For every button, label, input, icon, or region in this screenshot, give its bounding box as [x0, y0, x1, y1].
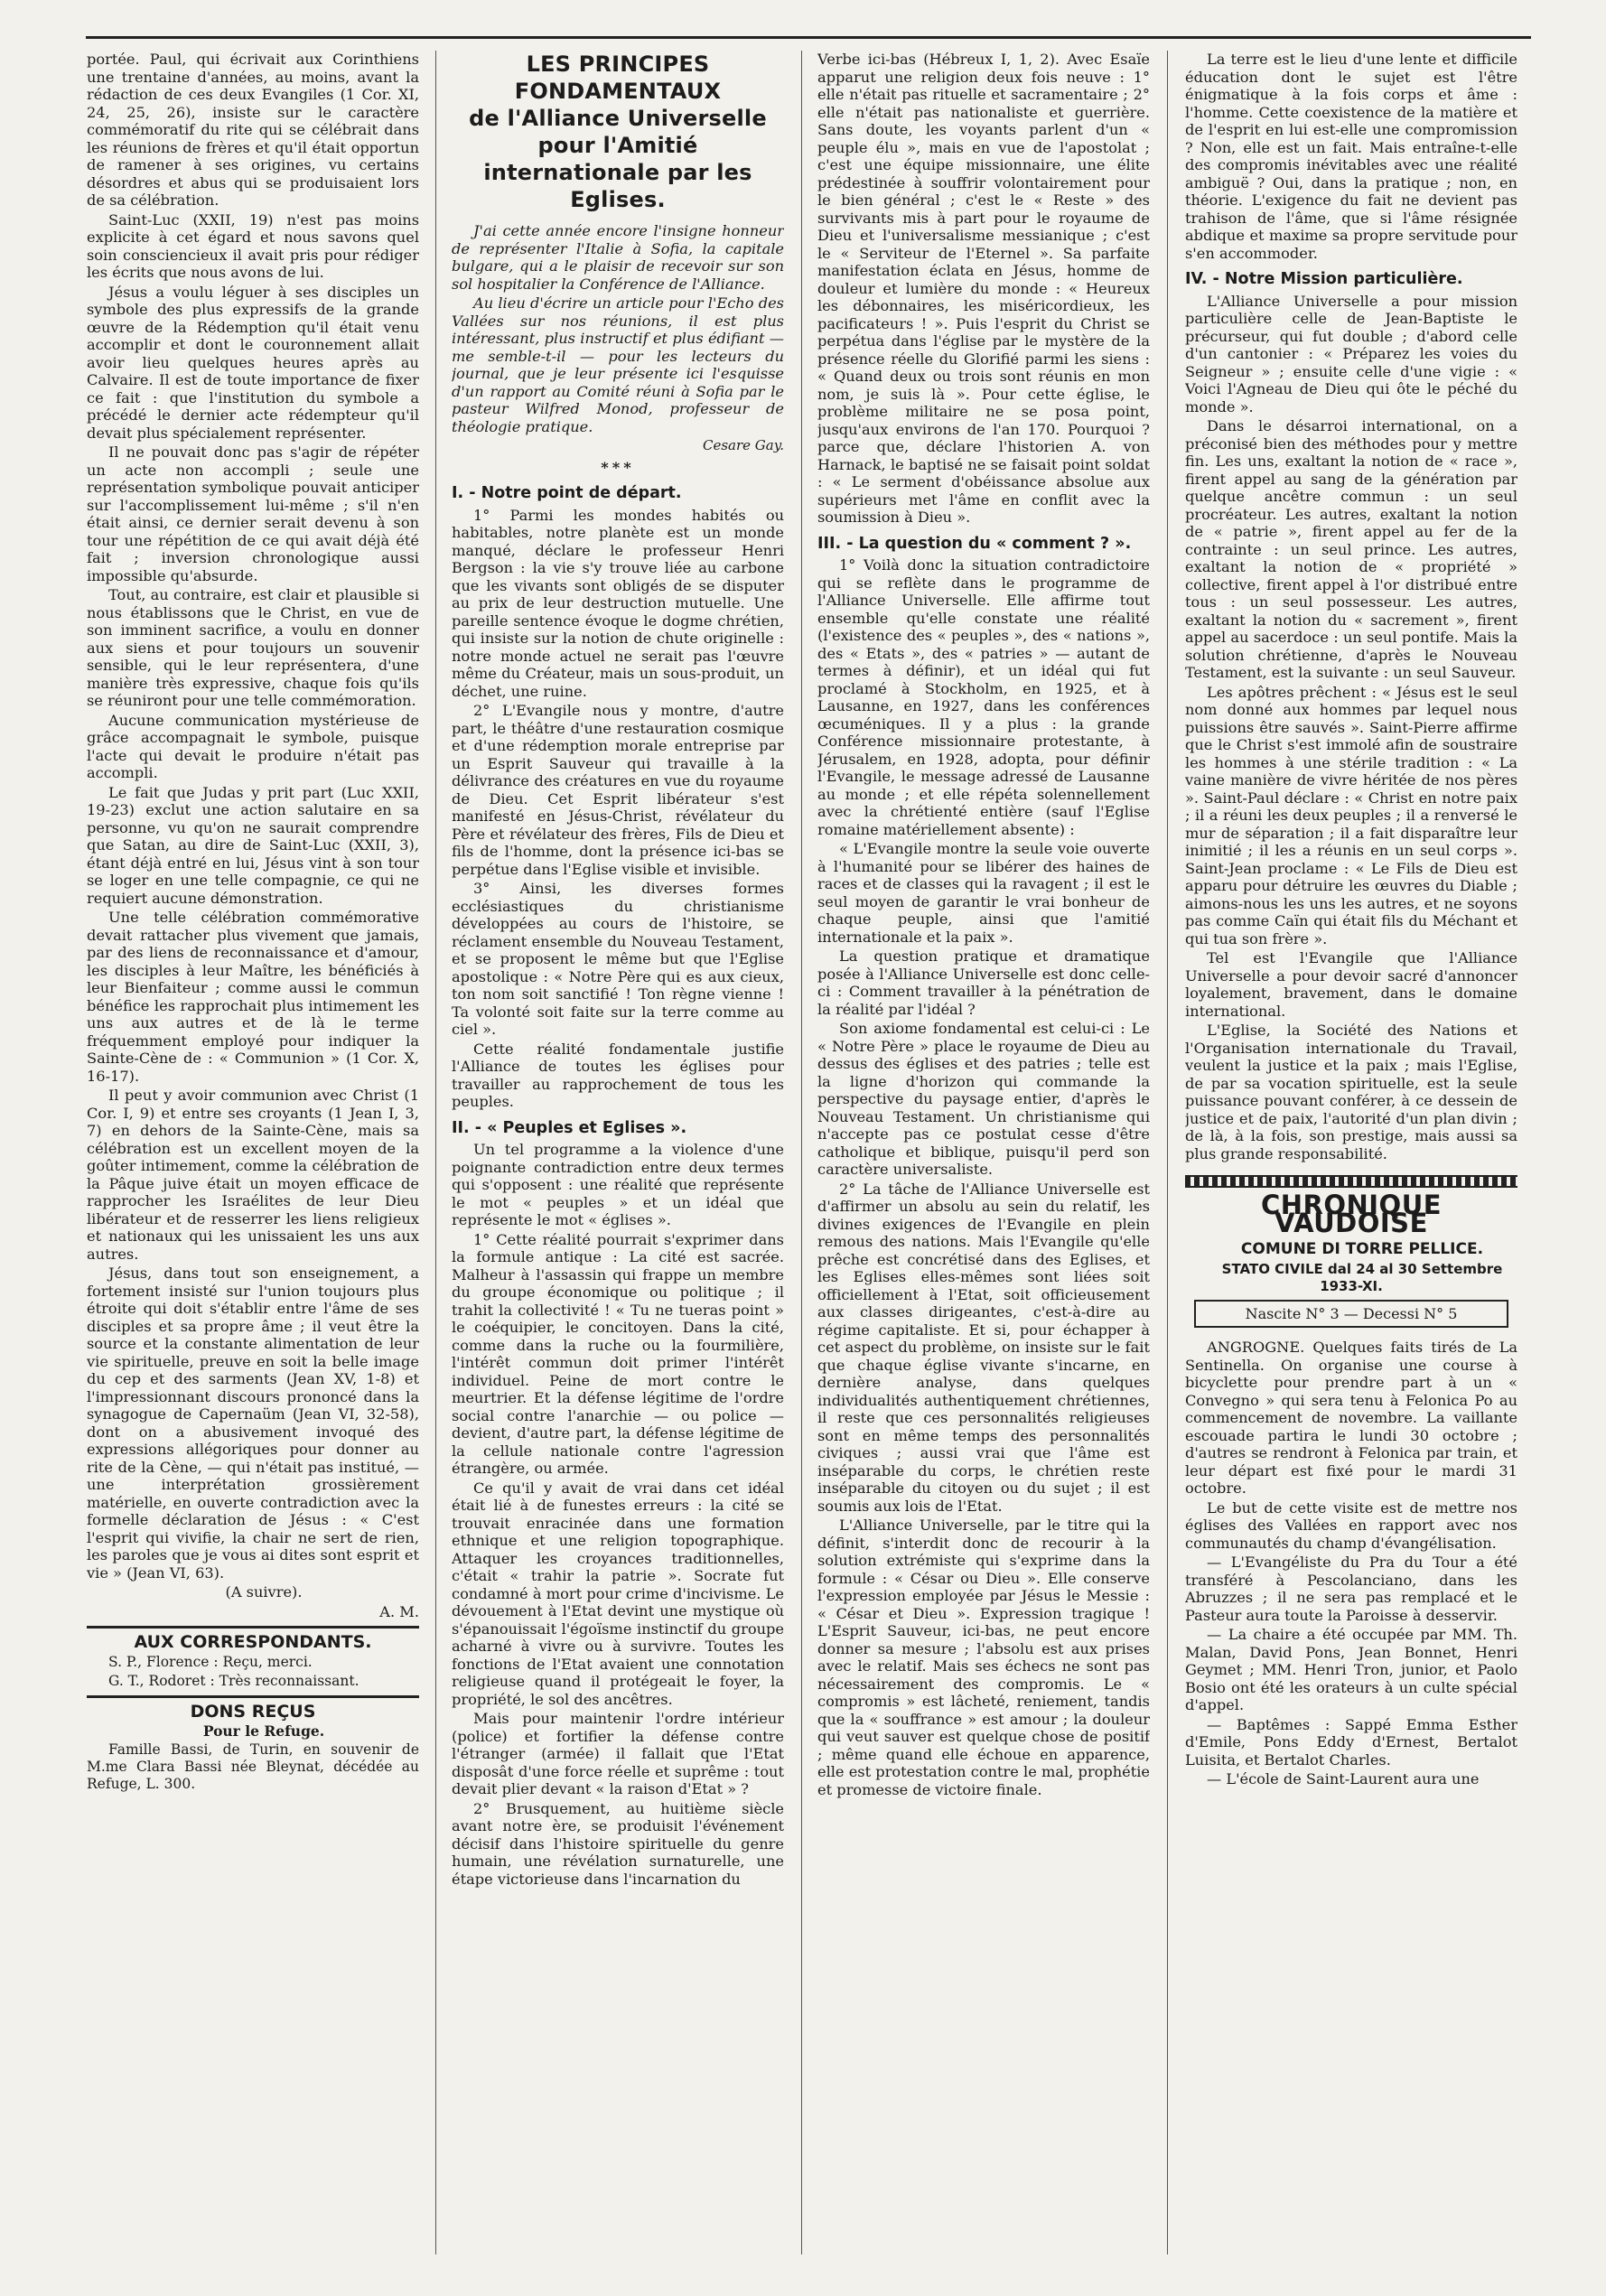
sec4-paragraph: L'Alliance Universelle a pour mission particulière celle de Jean-Baptiste le précurseur, qui fut double ; d'abord celle d'un cantonier : « Préparez les voies du Seigneur » ; ensuite celle d'une vigie : « Voici l'Agneau de Dieu qui ôte le péché du monde ». [1185, 292, 1517, 415]
sec2-paragraph: Mais pour maintenir l'ordre intérieur (police) et fortifier la défense contre l'étranger (armée) il fallait que l'Etat disposât d'une force réelle et suprême : tout devait plier devant « la raison d'Etat » ? [452, 1710, 784, 1797]
sec1-paragraph: Cette réalité fondamentale justifie l'Alliance de toutes les églises pour travailler au rapprochement de tous les peuples. [452, 1040, 784, 1110]
col1-paragraph: Jésus a voulu léguer à ses disciples un symbole des plus expressifs de la grande œuvre de la Rédemption qu'il était venu accomplir et dont le couronnement allait avoir lieu quelques heures après au Calvaire. Il est de toute importance de fixer ce fait : que l'institution du symbole a précédé le dernier acte rédempteur qu'il devait plus spécialement représenter. [87, 283, 419, 442]
angrogne-paragraph: — L'Evangéliste du Pra du Tour a été transféré à Pescolanciano, dans les Abruzzes ; il ne sera pas remplacé et le Pasteur aura toute la Paroisse à desservir. [1185, 1554, 1517, 1624]
sec3-paragraph: 2° La tâche de l'Alliance Universelle est d'affirmer un absolu au sein du relatif, les divines exigences de l'Evangile en plein remous des nations. Mais l'Evangile qu'elle prêche est concrétisé dans des Eglises, et les Eglises elles-mêmes sont liées soit officiellement à l'Etat, soit officieusement aux classes dirigeantes, c'est-à-dire au régime capitaliste. Et si, pour échapper à cet aspect du problème, on insiste sur le fait que chaque église vivante s'incarne, en dernière analyse, dans quelques individualités authentiquement chrétiennes, il reste que ces personnalités religieuses sont en même temps des personnalités civiques ; aussi vrai que l'âme est inséparable du corps, le chrétien reste inséparable du citoyen ou du sujet ; il est soumis aux lois de l'Etat. [817, 1180, 1150, 1515]
sec3-paragraph: La question pratique et dramatique posée à l'Alliance Universelle est donc celle-ci : Comment travailler à la pénétration de la réalité par l'idéal ? [817, 947, 1150, 1018]
sec2-paragraph: 2° Brusquement, au huitième siècle avant notre ère, se produisit l'événement décisif dans l'histoire spirituelle du genre humain, une révélation surnaturelle, une étape victorieuse dans l'incarnation du [452, 1799, 784, 1888]
chronique-title: CHRONIQUE VAUDOISE [1260, 1190, 1443, 1238]
intro-signature: Cesare Gay. [703, 437, 784, 453]
intro-paragraph: Au lieu d'écrire un article pour l'Echo des Vallées sur nos réunions, il est plus intéressant, plus instructif et plus édifiant — me semble-t-il — pour les lecteurs du journal, que je leur présente ici l'esquisse d'un rapport au Comité réuni à Sofia par le pasteur Wilfred Monod, professeur de théologie pratique. [452, 294, 784, 435]
a-suivre: (A suivre). [225, 1583, 303, 1601]
sec2-paragraph: 1° Cette réalité pourrait s'exprimer dans la formule antique : La cité est sacrée. Malheur à l'assassin qui frappe un membre du groupe économique ou politique ; il trahit la collectivité ! « Tu ne tueras point » le coéquipier, le concitoyen. Dans la cité, comme dans la ruche ou la fourmilière, l'intérêt commun doit primer l'intérêt individuel. Peine de mort contre le meurtrier. Et la défense légitime de l'ordre social contre l'anarchie — ou police — devient, d'autre part, la défense légitime de la cellule nationale contre l'agression étrangère, ou armée. [452, 1230, 784, 1477]
births-deaths-box: Nascite N° 3 — Decessi N° 5 [1194, 1300, 1508, 1329]
author-signature: A. M. [379, 1602, 419, 1620]
column-divider [801, 51, 802, 2254]
col1-paragraph: Le fait que Judas y prit part (Luc XXII, 19-23) exclut une action salutaire en sa personne, vu qu'on ne saurait comprendre que Satan, au dire de Saint-Luc (XXII, 3), étant déjà entré en lui, Jésus vint à son tour se loger en une telle compagnie, ce qui ne requiert aucune démonstration. [87, 783, 419, 907]
headline-line: pour l'Amitié internationale par les Eglises. [483, 133, 752, 212]
commune-heading: COMUNE DI TORRE PELLICE. [1240, 1240, 1484, 1258]
section-1-title: I. - Notre point de départ. [452, 484, 682, 502]
ornamental-border [1185, 1175, 1517, 1188]
section-2-title: II. - « Peuples et Eglises ». [452, 1118, 687, 1137]
column-divider [1167, 51, 1168, 2254]
sec4-paragraph: L'Eglise, la Société des Nations et l'Organisation internationale du Travail, veulent la justice et la paix ; mais l'Eglise, de par sa vocation spirituelle, est la seule puissance pouvant conférer, à ce dessein de justice et de paix, l'autorité d'un plan divin ; de là, à la fois, son prestige, mais aussi sa plus grande responsabilité. [1185, 1022, 1517, 1162]
intro-paragraph: J'ai cette année encore l'insigne honneur de représenter l'Italie à Sofia, la capitale bulgare, qui a le plaisir de recevoir sur son sol hospitalier la Conférence de l'Alliance. [452, 222, 784, 293]
dons-title: DONS REÇUS [87, 1695, 419, 1722]
sec3-paragraph: L'Alliance Universelle, par le titre qui la définit, s'interdit donc de recourir à la solution extrémiste qui s'exprime dans la formule : « César ou Dieu ». Elle conserve l'expression employée par Jésus le Messie : « César et Dieu ». Expression tragique ! L'Esprit Sauveur, ici-bas, ne peut encore donner sa mesure ; l'absolu est aux prises avec le relatif. Mais ses échecs ne sont pas nécessairement des compromis. Le « compromis » est lâcheté, reniement, tandis que la « souffrance » est amour ; la douleur qui veut sauver est quelque chose de positif ; même quand elle échoue en apparence, elle est protestation contre le mal, prophétie et promesse de victoire finale. [817, 1517, 1150, 1798]
sec1-paragraph: 1° Parmi les mondes habités ou habitables, notre planète est un monde manqué, déclare le professeur Henri Bergson : la vie s'y trouve liée au carbone que les vivants sont obligés de se disputer au prix de leur destruction mutuelle. Une pareille sentence évoque le dogme chrétien, qui insiste sur la notion de chute originelle : notre monde actuel ne serait pas l'œuvre même du Créateur, mais un sous-produit, un déchet, une ruine. [452, 506, 784, 700]
sec1-paragraph: 2° L'Evangile nous y montre, d'autre part, le théâtre d'une restauration cosmique et d'une rédemption morale entreprise par un Esprit Sauveur qui travaille à la délivrance des créatures en vue du royaume de Dieu. Cet Esprit libérateur s'est manifesté en Jésus-Christ, révélateur du Père et révélateur des frères, Fils de Dieu et fils de l'homme, dont la présence ici-bas se perpétue dans l'Eglise visible et invisible. [452, 702, 784, 878]
sec4-paragraph: Les apôtres prêchent : « Jésus est le seul nom donné aux hommes par lequel nous puissions être sauvés ». Saint-Pierre affirme que le Christ s'est immolé afin de soustraire les hommes à une stérile tradition : « La vaine manière de vivre héritée de nos pères ». Saint-Paul déclare : « Christ en notre paix ; il a réuni les deux peuples ; il a renversé le mur de séparation ; il a fait disparaître leur inimitié ; il les a réunis en un seul corps ». Saint-Jean proclame : « Le Fils de Dieu est apparu pour détruire les œuvres du Diable ; aimons-nous les uns les autres, et ne soyons pas comme Caïn qui était fils du Méchant et qui tua son frère ». [1185, 683, 1517, 947]
headline-line: LES PRINCIPES FONDAMENTAUX [514, 51, 722, 104]
col1-paragraph: Il ne pouvait donc pas s'agir de répéter un acte non accompli ; seule une représentation symbolique pouvait anticiper sur l'accomplissement lui-même ; s'il n'en était ainsi, ce dernier serait devenu à son tour une répétition de ce qui avait déjà été fait ; inversion chronologique aussi impossible qu'absurde. [87, 443, 419, 584]
correspondants-title: AUX CORRESPONDANTS. [87, 1626, 419, 1652]
sec4-paragraph: Dans le désarroi international, on a préconisé bien des méthodes pour y mettre fin. Les uns, exaltant la notion de « race », firent appel au sang de la génération par quelque ancêtre commun : un seul procréateur. Les autres, exaltant la notion de « patrie », firent appel au fer de la contrainte : un seul prince. Les autres, exaltant la notion de « propriété » collective, firent appel à l'or distribué entre tous : un seul possesseur. Les autres, exaltant la notion du « sacrement », firent appel au sacerdoce : un seul pontife. Mais la solution chrétienne, d'après le Nouveau Testament, est la suivante : un seul Sauveur. [1185, 417, 1517, 681]
top-rule [86, 36, 1531, 39]
sec3-paragraph: « L'Evangile montre la seule voie ouverte à l'humanité pour se libérer des haines de races et de classes qui la ravagent ; il est le seul moyen de garantir le vrai bonheur de chaque peuple, ainsi que l'amitié internationale et la paix ». [817, 840, 1150, 946]
sec3-paragraph: 1° Voilà donc la situation contradictoire qui se reflète dans le programme de l'Alliance Universelle. Elle affirme tout ensemble qu'elle constate une réalité (l'existence des « peuples », des « nations », des « Etats », des « patries » — autant de termes à définir), et un idéal qui fut proclamé à Stockholm, en 1925, et à Lausanne, en 1927, dans les conférences œcuméniques. Il y a plus : la grande Conférence missionnaire protestante, à Jérusalem, en 1928, adopta, pour définir l'Evangile, le message adressé de Lausanne au monde ; et elle répéta solennellement avec la chrétienté entière (sauf l'Eglise romaine matériellement absente) : [817, 556, 1150, 838]
correspondant-line: G. T., Rodoret : Très reconnaissant. [108, 1672, 359, 1689]
col1-paragraph: Aucune communication mystérieuse de grâce accompagnait le symbole, puisque l'acte qui devait le produire n'était pas accompli. [87, 711, 419, 781]
section-stars: *** [601, 458, 635, 476]
col4-paragraph: La terre est le lieu d'une lente et difficile éducation dont le sujet est l'être énigmatique à la fois corps et âme : l'homme. Cette coexistence de la matière et de l'esprit en lui est-elle une compromission ? Non, elle est un fait. Mais entraîne-t-elle des compromis inévitables avec une réalité ambiguë ? Oui, dans la pratique ; non, en théorie. L'exigence du fait ne devient pas trahison de l'âme, que si l'âme résignée abdique et maxime sa propre servitude pour s'en accommoder. [1185, 51, 1517, 262]
column-1 [87, 51, 419, 2263]
angrogne-paragraph: — La chaire a été occupée par MM. Th. Malan, David Pons, Jean Bonnet, Henri Geymet ; MM. Henri Tron, junior, et Paolo Bosio ont été les orateurs à un culte spécial d'appel. [1185, 1626, 1517, 1713]
sec4-paragraph: Tel est l'Evangile que l'Alliance Universelle a pour devoir sacré d'annoncer loyalement, bravement, dans le domaine international. [1185, 949, 1517, 1020]
sec3-paragraph: Son axiome fondamental est celui-ci : Le « Notre Père » place le royaume de Dieu au dessus des églises et des patries ; telle est la ligne d'horizon qui commande la perspective du paysage entier, d'après le Nouveau Testament. Un christianisme qui n'accepte pas ce postulat cesse d'être catholique et biblique, puisqu'il perd son caractère universaliste. [817, 1020, 1150, 1178]
sec1-paragraph: 3° Ainsi, les diverses formes ecclésiastiques du christianisme développées au cours de l'histoire, se réclament ensemble du Nouveau Testament, et se proposent le même but que l'Eglise apostolique : « Notre Père qui es aux cieux, ton nom soit sanctifié ! Ton règne vienne ! Ta volonté soit faite sur la terre comme au ciel ». [452, 880, 784, 1038]
col1-paragraph: Jésus, dans tout son enseignement, a fortement insisté sur l'union toujours plus étroite qui doit s'établir entre l'âme de ses disciples et sa propre âme ; il veut être la source et la constante alimentation de leur vie spirituelle, preuve en soit la belle image du cep et des sarments (Jean XV, 1-8) et l'impressionnant discours prononcé dans la synagogue de Capernaüm (Jean VI, 32-58), dont on a abusivement invoqué des expressions allégoriques pour donner au rite de la Cène, — qui n'était pas institué, — une interprétation grossièrement matérielle, en ouverte contradiction avec la formelle déclaration de Jésus : « C'est l'esprit qui vivifie, la chair ne sert de rien, les paroles que je vous ai dites sont esprit et vie » (Jean VI, 63). [87, 1265, 419, 1582]
sec2-paragraph: Ce qu'il y avait de vrai dans cet idéal était lié à de funestes erreurs : la cité se trouvait enracinée dans une formation ethnique et une religion topographique. Attaquer les croyances traditionnelles, c'était « trahir la patrie ». Socrate fut condamné à mort pour crime d'incivisme. Le dévouement à l'Etat devint une mystique où s'épanouissait l'égoïsme instinctif du groupe acharné à vivre ou à survivre. Toutes les fonctions de l'Etat avaient une connotation religieuse quand il protégeait le foyer, la propriété, le sol des ancêtres. [452, 1479, 784, 1708]
column-divider [435, 51, 436, 2254]
angrogne-paragraph: — Baptêmes : Sappé Emma Esther d'Emile, Pons Eddy d'Ernest, Bertalot Luisita, et Bertalot Charles. [1185, 1715, 1517, 1769]
stato-civile-heading: STATO CIVILE dal 24 al 30 Settembre 1933-XI. [1221, 1260, 1503, 1294]
correspondant-line: S. P., Florence : Reçu, merci. [108, 1653, 313, 1670]
angrogne-paragraph: — L'école de Saint-Laurent aura une [1207, 1770, 1480, 1787]
dons-text: Famille Bassi, de Turin, en souvenir de M.me Clara Bassi née Bleynat, décédée au Refuge, L. 300. [87, 1741, 419, 1792]
column-4 [1185, 51, 1517, 2263]
column-2 [452, 51, 784, 2263]
col1-paragraph: Saint-Luc (XXII, 19) n'est pas moins explicite à cet égard et nous savons quel soin consciencieux il avait pris pour rédiger les écrits que nous avons de lui. [87, 210, 419, 281]
dons-subtitle: Pour le Refuge. [202, 1722, 325, 1740]
sec2-paragraph: Un tel programme a la violence d'une poignante contradiction entre deux termes qui s'opposent : une réalité que représente le mot « peuples » et un idéal que représente le mot « églises ». [452, 1141, 784, 1228]
column-3 [817, 51, 1150, 2263]
col1-paragraph: Il peut y avoir communion avec Christ (1 Cor. I, 9) et entre ses croyants (1 Jean I, 3, 7) en dehors de la Sainte-Cène, mais sa célébration est un excellent moyen de la goûter intimement, comme la célébration de la Pâque juive était un moyen efficace de rapprocher les Israélites de leur Dieu libérateur et de resserrer les liens religieux et nationaux qui les unissaient les uns aux autres. [87, 1087, 419, 1263]
article-headline [452, 51, 784, 213]
headline-line: de l'Alliance Universelle [469, 106, 767, 131]
col1-paragraph: Une telle célébration commémorative devait rattacher plus vivement que jamais, par des liens de reconnaissance et d'amour, les disciples à leur Maître, les bénéficiés à leur Bienfaiteur ; comme aussi le commun bénéfice les rapprochait plus intimement les uns aux autres et de là le terme fréquemment employé pour indiquer la Sainte-Cène de : « Communion » (1 Cor. X, 16-17). [87, 909, 419, 1085]
angrogne-paragraph: ANGROGNE. Quelques faits tirés de La Sentinella. On organise une course à bicyclette pour prendre part à un « Convegno » qui sera tenu à Felonica Po au commencement de novembre. La vaillante escouade partira le lundi 30 octobre ; d'autres se rendront à Felonica par train, et leur départ est fixé pour le mardi 31 octobre. [1185, 1339, 1517, 1497]
angrogne-paragraph: Le but de cette visite est de mettre nos églises des Vallées en rapport avec nos communautés du champ d'évangélisation. [1185, 1498, 1517, 1552]
col1-paragraph: Tout, au contraire, est clair et plausible si nous établissons que le Christ, en vue de son imminent sacrifice, a voulu en donner aux siens et pour toujours un souvenir sensible, qui le leur représentera, d'une manière très expressive, chaque fois qu'ils se réuniront pour une telle commémoration. [87, 586, 419, 709]
section-3-title: III. - La question du « comment ? ». [817, 534, 1132, 553]
col3-paragraph: Verbe ici-bas (Hébreux I, 1, 2). Avec Esaïe apparut une religion deux fois neuve : 1° elle n'était pas rituelle et sacramentaire ; 2° elle n'était pas nationaliste et guerrière. Sans doute, les voyants parlent d'un « peuple élu », mais en vue de l'apostolat ; c'est une équipe missionnaire, une élite prédestinée à souffrir volontairement pour le bien général ; c'est le « Reste » des survivants mis à part pour le royaume de Dieu et l'universalisme messianique ; c'est le « Serviteur de l'Eternel ». Sa parfaite manifestation éclata en Jésus, homme de douleur et lumière du monde : « Heureux les débonnaires, les miséricordieux, les pacificateurs ! ». Puis l'esprit du Christ se perpétua dans l'église par le mystère de la présence réelle du Glorifié parmi les siens : « Quand deux ou trois sont réunis en mon nom, je suis là ». Pour cette église, le problème militaire ne se posa point, jusqu'aux environs de l'an 170. Pourquoi ? parce que, déclare l'historien A. von Harnack, le baptisé ne se faisait point soldat : « Le serment d'obéissance absolue aux supérieurs met l'âme en conflit avec la soumission à Dieu ». [817, 51, 1150, 526]
col1-paragraph: portée. Paul, qui écrivait aux Corinthiens une trentaine d'années, au moins, avant la rédaction de ces deux Evangiles (1 Cor. XI, 24, 25, 26), insiste sur le caractère commémoratif du rite qui se célébrait dans les réunions de frères et qu'il était opportun de ramener à ses origines, vu certains désordres et abus qui se produisaient lors de sa célébration. [87, 51, 419, 209]
section-4-title: IV. - Notre Mission particulière. [1185, 270, 1463, 288]
